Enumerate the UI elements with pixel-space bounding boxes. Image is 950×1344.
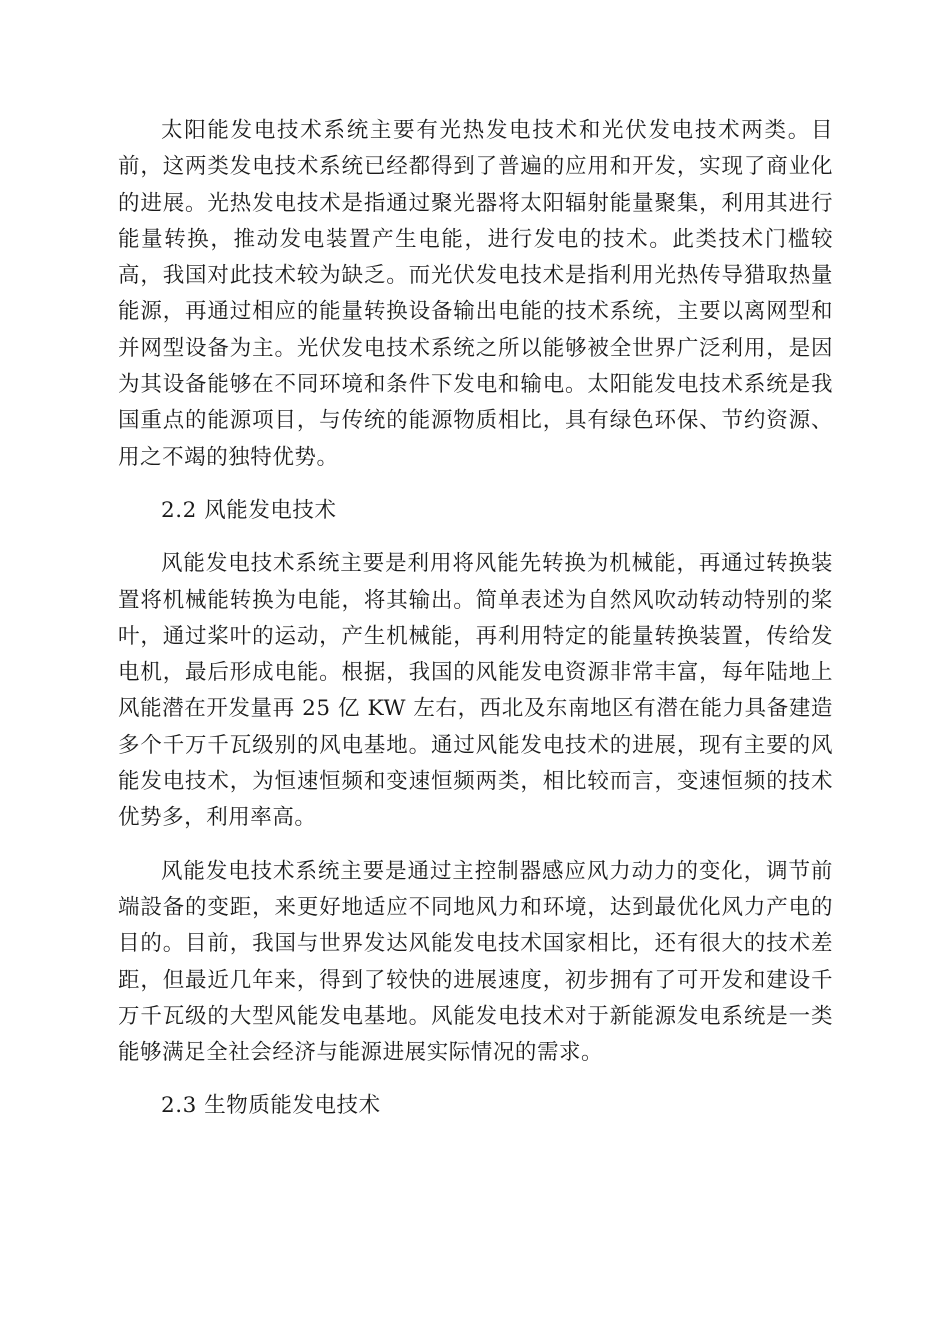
section-heading-biomass-power: 2.3 生物质能发电技术 xyxy=(161,1093,381,1119)
section-heading-wind-power: 2.2 风能发电技术 xyxy=(161,497,337,523)
paragraph-wind-power-overview: 风能发电技术系统主要是利用将风能先转换为机械能，再通过转换装置将机械能转换为电能，将其输出。简单表述为自然风吹动转动特别的桨叶，通过桨叶的运动，产生机械能，再利用特定的能量转换装置，传给发电机，最后形成电能。根据，我国的风能发电资源非常丰富，每年陆地上风能潜在开发量再 25 亿 KW 左右，西北及东南地区有潜在能力具备建造多个千万千瓦级别的风电基地。通过风能发电技术的进展，现有主要的风能发电技术，为恒速恒频和变速恒频两类，相比较而言，变速恒频的技术优势多，利用率高。 xyxy=(118,551,833,831)
document-page xyxy=(118,113,833,1142)
paragraph-wind-power-control: 风能发电技术系统主要是通过主控制器感应风力动力的变化，调节前端設备的变距，来更好地适应不同地风力和环境，达到最优化风力产电的目的。目前，我国与世界发达风能发电技术国家相比，还有很大的技术差距，但最近几年来，得到了较快的进展速度，初步拥有了可开发和建设千万千瓦级的大型风能发电基地。风能发电技术对于新能源发电系统是一类能够满足全社会经济与能源进展实际情况的需求。 xyxy=(118,858,833,1066)
paragraph-solar-power: 太阳能发电技术系统主要有光热发电技术和光伏发电技术两类。目前，这两类发电技术系统已经都得到了普遍的应用和开发，实现了商业化的进展。光热发电技术是指通过聚光器将太阳辐射能量聚集，利用其进行能量转换，推动发电装置产生电能，进行发电的技术。此类技术门槛较高，我国对此技术较为缺乏。而光伏发电技术是指利用光热传导猎取热量能源，再通过相应的能量转换设备输出电能的技术系统，主要以离网型和并网型设备为主。光伏发电技术系统之所以能够被全世界广泛利用，是因为其设备能够在不同环境和条件下发电和输电。太阳能发电技术系统是我国重点的能源项目，与传统的能源物质相比，具有绿色环保、节约资源、用之不竭的独特优势。 xyxy=(118,118,833,470)
